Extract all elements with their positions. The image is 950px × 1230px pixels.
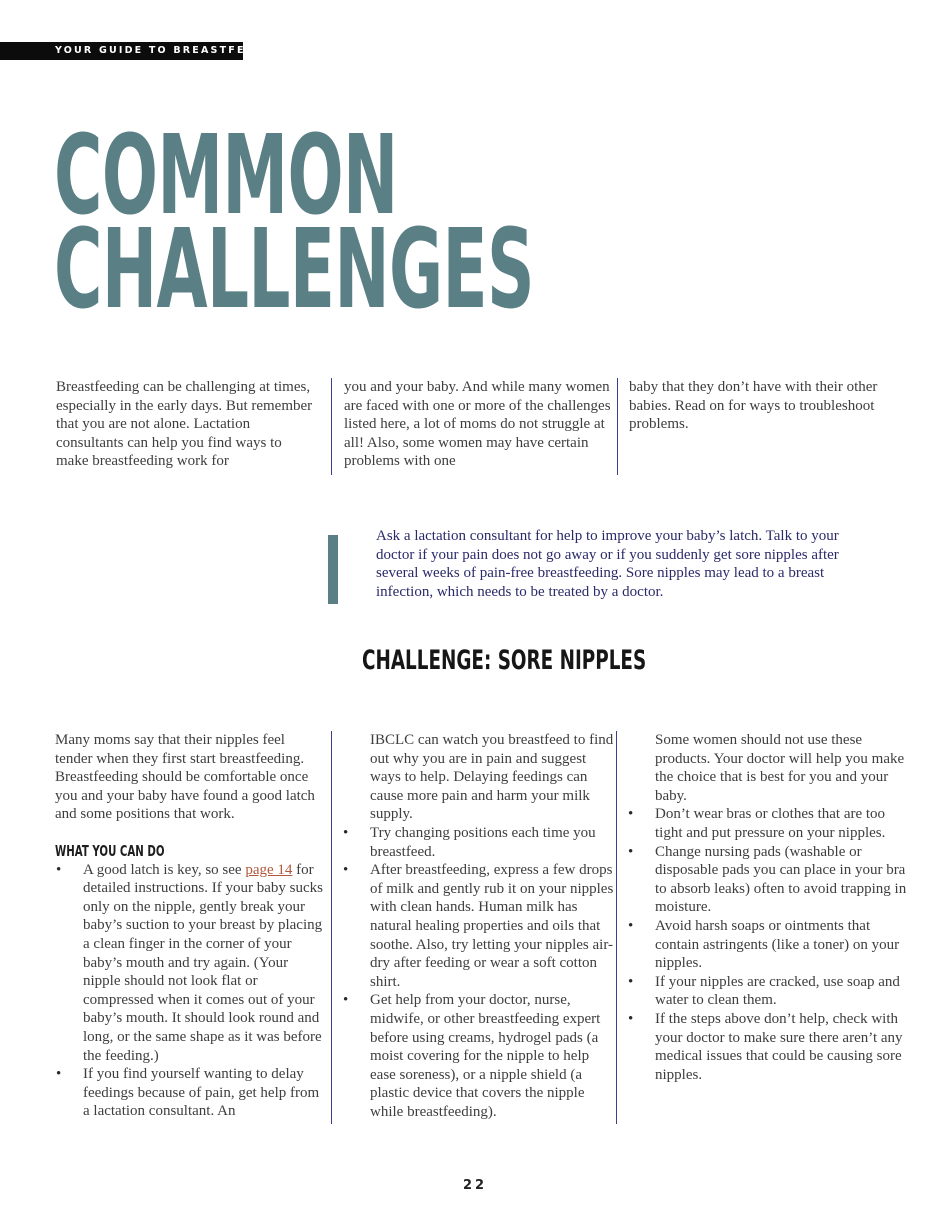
list-item: • If the steps above don’t help, check with your doctor to make sure there aren’t any medical issues that could be causing sore nipples. — [627, 1010, 907, 1084]
intro-column-3 — [617, 378, 909, 475]
list-item: • Change nursing pads (washable or disposable pads you can place in your bra to absorb leaks) often to avoid trapping in moisture. — [627, 843, 907, 917]
intro-text-1: Breastfeeding can be challenging at times, especially in the early days. But remember that you are not alone. Lactation consultants can help you find ways to make breastfeeding work for — [56, 379, 313, 470]
subheading: WHAT YOU CAN DO — [55, 841, 165, 860]
body-column-2 — [331, 731, 618, 1124]
list-item: • Avoid harsh soaps or ointments that contain astringents (like a toner) on your nipples. — [627, 917, 907, 973]
list-item: • If your nipples are cracked, use soap and water to clean them. — [627, 973, 907, 1010]
intro-column-2 — [331, 378, 620, 475]
intro-text-3: baby that they don’t have with their other babies. Read on for ways to troubleshoot problems. — [629, 379, 878, 433]
list-item: • Get help from your doctor, nurse, midwife, or other breastfeeding expert before using creams, hydrogel pads (a moist covering for the nipple to help ease soreness), or a nipple shield (a plastic device that covers the nipple while breastfeeding). — [342, 991, 618, 1121]
list-item-text: A good latch is key, so see — [83, 861, 246, 878]
section-title: CHALLENGE: SORE NIPPLES — [362, 645, 647, 676]
page-number: 22 — [462, 1178, 488, 1193]
page-14-link[interactable]: page 14 — [245, 861, 293, 878]
title-line-2: CHALLENGES — [54, 205, 534, 333]
list-item: • If you find yourself wanting to delay feedings because of pain, get help from a lactation consultant. An — [55, 1065, 325, 1121]
list-item — [55, 861, 325, 1066]
intro-column-1 — [56, 378, 318, 471]
intro-paragraph: Many moms say that their nipples feel tender when they first start breastfeeding. Breastfeeding should be comfortable once you and your baby have found a good latch and some positions that work. — [55, 732, 315, 823]
list-item-continued: IBCLC can watch you breastfeed to find out why you are in pain and suggest ways to help. Delaying feedings can cause more pain and harm your milk supply. — [370, 732, 614, 823]
header-label: YOUR GUIDE TO BREASTFEEDING — [0, 42, 243, 60]
callout-text: Ask a lactation consultant for help to improve your baby’s latch. Talk to your doctor if your pain does not go away or if you suddenly get sore nipples after several weeks of pain-free breastfeeding. Sore nipples may lead to a breast infection, which needs to be treated by a doctor. — [376, 528, 839, 600]
list-item-continued: Some women should not use these products. Your doctor will help you make the choice that is best for you and your baby. — [655, 732, 905, 804]
list-item-text: for detailed instructions. If your baby sucks only on the nipple, gently break your baby’s suction to your breast by placing a clean finger in the corner of your baby’s mouth and try again. (Your nipple should not look flat or compressed when it comes out of your baby’s mouth. It should look round and long, or the same shape as it was before the feeding.) — [83, 861, 323, 1064]
body-column-3 — [616, 731, 907, 1124]
tips-list-3 — [627, 805, 907, 1084]
tips-list-2 — [342, 824, 618, 1122]
callout-accent-bar — [328, 535, 338, 604]
list-item: • After breastfeeding, express a few drops of milk and gently rub it on your nipples with clean hands. Human milk has natural healing properties and oils that soothe. Also, try letting your nipples air-dry after feeding or wear a soft cotton shirt. — [342, 861, 618, 991]
tips-list-1 — [55, 861, 325, 1121]
title-line-1: COMMON — [54, 111, 398, 239]
page-title — [54, 111, 534, 333]
list-item: • Don’t wear bras or clothes that are too tight and put pressure on your nipples. — [627, 805, 907, 842]
body-column-1 — [55, 731, 325, 1121]
list-item: • Try changing positions each time you breastfeed. — [342, 824, 618, 861]
intro-text-2: you and your baby. And while many women are faced with one or more of the challenges listed here, a lot of moms do not struggle at all! Also, some women may have certain problems with one — [344, 379, 611, 470]
